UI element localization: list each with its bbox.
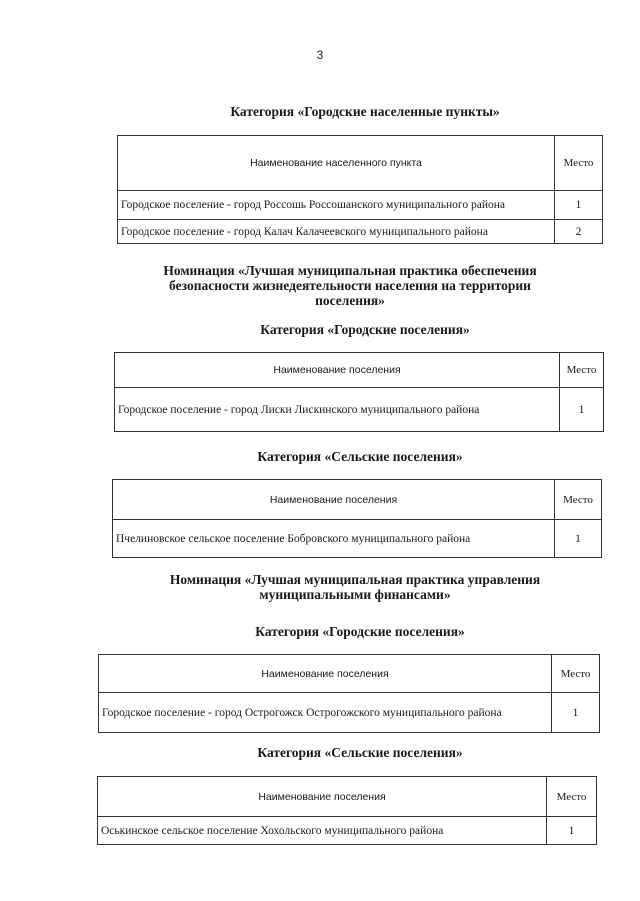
place-column-header: Место bbox=[555, 136, 603, 191]
page-number: 3 bbox=[316, 48, 324, 62]
category-heading: Категория «Городские поселения» bbox=[255, 624, 465, 639]
name-column-header: Наименование поселения bbox=[98, 777, 547, 817]
ranking-table bbox=[112, 479, 602, 558]
settlement-name: Городское поселение - город Острогожск Острогожского муниципального района bbox=[99, 693, 552, 733]
settlement-name: Городское поселение - город Лиски Лискинского муниципального района bbox=[115, 388, 560, 432]
place-column-header: Место bbox=[555, 480, 602, 520]
settlement-name: Пчелиновское сельское поселение Бобровского муниципального района bbox=[113, 520, 555, 558]
place-value: 1 bbox=[547, 817, 597, 845]
ranking-table bbox=[114, 352, 604, 432]
table-row bbox=[118, 220, 603, 244]
place-value: 2 bbox=[555, 220, 603, 244]
category-heading: Категория «Сельские поселения» bbox=[257, 449, 463, 464]
settlement-name: Городское поселение - город Калач Калачеевского муниципального района bbox=[118, 220, 555, 244]
category-heading: Категория «Городские поселения» bbox=[260, 322, 470, 337]
category-heading: Категория «Сельские поселения» bbox=[257, 745, 463, 760]
table-row bbox=[115, 388, 604, 432]
table-header-row bbox=[98, 777, 597, 817]
place-column-header: Место bbox=[560, 353, 604, 388]
table-row bbox=[98, 817, 597, 845]
nomination-heading: Номинация «Лучшая муниципальная практика управления муниципальными финансами» bbox=[169, 572, 541, 602]
table-header-row bbox=[99, 655, 600, 693]
name-column-header: Наименование поселения bbox=[99, 655, 552, 693]
name-column-header: Наименование населенного пункта bbox=[118, 136, 555, 191]
table-row bbox=[118, 191, 603, 220]
place-column-header: Место bbox=[552, 655, 600, 693]
ranking-table bbox=[98, 654, 600, 733]
table-header-row bbox=[118, 136, 603, 191]
place-value: 1 bbox=[555, 191, 603, 220]
settlement-name: Городское поселение - город Россошь Россошанского муниципального района bbox=[118, 191, 555, 220]
place-value: 1 bbox=[552, 693, 600, 733]
name-column-header: Наименование поселения bbox=[115, 353, 560, 388]
table-row bbox=[99, 693, 600, 733]
table-header-row bbox=[115, 353, 604, 388]
category-heading: Категория «Городские населенные пункты» bbox=[230, 104, 500, 119]
nomination-heading: Номинация «Лучшая муниципальная практика обеспечения безопасности жизнедеятельности населения на территории поселения» bbox=[163, 263, 537, 308]
place-value: 1 bbox=[555, 520, 602, 558]
ranking-table bbox=[117, 135, 603, 244]
name-column-header: Наименование поселения bbox=[113, 480, 555, 520]
table-header-row bbox=[113, 480, 602, 520]
place-column-header: Место bbox=[547, 777, 597, 817]
table-row bbox=[113, 520, 602, 558]
ranking-table bbox=[97, 776, 597, 845]
settlement-name: Оськинское сельское поселение Хохольского муниципального района bbox=[98, 817, 547, 845]
place-value: 1 bbox=[560, 388, 604, 432]
